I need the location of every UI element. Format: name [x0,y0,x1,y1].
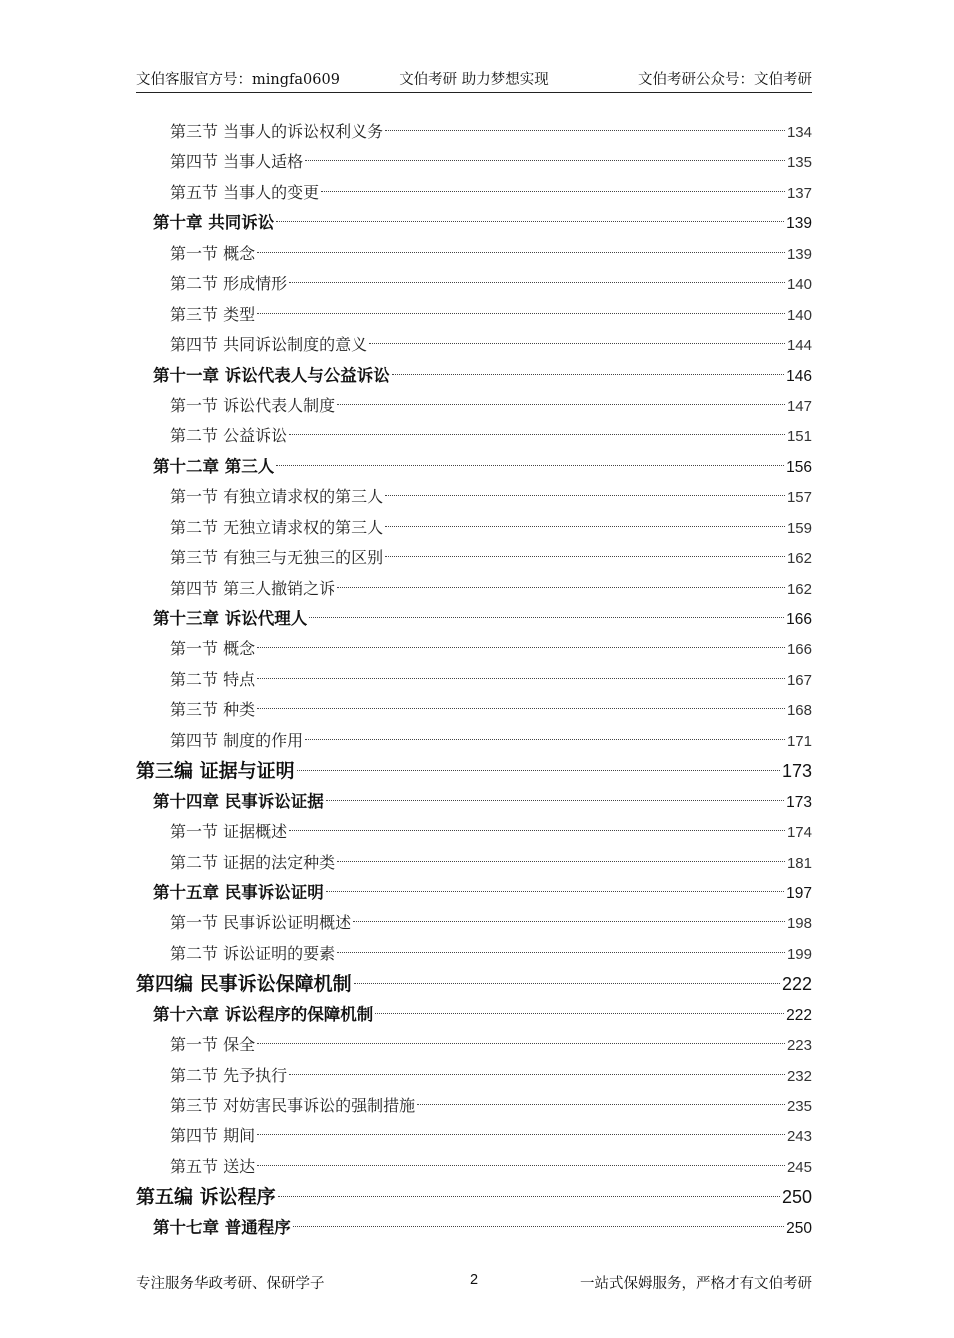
toc-entry-title: 第四节 制度的作用 [170,730,304,750]
toc-entry-title: 第五编 诉讼程序 [136,1186,276,1209]
toc-dot-leader [257,647,785,648]
toc-entry-title: 第四节 期间 [170,1126,256,1146]
toc-dot-leader [257,708,785,709]
toc-entry-section[interactable] [136,330,812,360]
toc-dot-leader [297,770,780,771]
toc-entry-section[interactable] [136,300,812,330]
toc-dot-leader [337,587,785,588]
toc-entry-page: 146 [786,367,812,385]
toc-entry-section[interactable] [136,482,812,512]
toc-entry-page: 197 [786,884,812,902]
toc-entry-title: 第二节 证据的法定种类 [170,852,336,872]
toc-entry-section[interactable] [136,513,812,543]
toc-entry-title: 第二节 诉讼证明的要素 [170,943,336,963]
toc-entry-page: 139 [786,245,812,263]
toc-entry-page: 223 [786,1037,812,1055]
toc-entry-title: 第一节 民事诉讼证明概述 [170,913,352,933]
toc-entry-part[interactable] [136,1182,812,1212]
footer-tagline: 专注服务华政考研、保研学子 [136,1276,325,1292]
toc-dot-leader [257,1134,785,1135]
toc-entry-section[interactable] [136,239,812,269]
toc-dot-leader [392,374,784,375]
toc-entry-section[interactable] [136,908,812,938]
toc-dot-leader [276,221,784,222]
toc-entry-page: 198 [786,915,812,933]
toc-dot-leader [276,465,784,466]
toc-dot-leader [369,343,785,344]
page-header [136,66,812,93]
toc-entry-title: 第十一章 诉讼代表人与公益诉讼 [153,365,390,385]
toc-entry-title: 第二节 公益诉讼 [170,426,288,446]
toc-dot-leader [385,495,785,496]
toc-entry-title: 第四节 共同诉讼制度的意义 [170,335,368,355]
toc-entry-title: 第一节 有独立请求权的第三人 [170,487,384,507]
toc-dot-leader [354,983,780,984]
toc-entry-title: 第十三章 诉讼代理人 [153,609,308,628]
toc-dot-leader [326,800,784,801]
toc-entry-page: 162 [786,580,812,598]
toc-entry-chapter[interactable] [136,787,812,817]
toc-dot-leader [257,252,785,253]
toc-dot-leader [375,1013,784,1014]
toc-dot-leader [257,1165,785,1166]
toc-dot-leader [353,921,785,922]
toc-entry-title: 第三节 类型 [170,304,256,324]
toc-entry-title: 第一节 概念 [170,243,256,263]
toc-dot-leader [305,739,785,740]
toc-dot-leader [385,556,785,557]
toc-dot-leader [289,434,785,435]
toc-entry-section[interactable] [136,817,812,847]
toc-entry-title: 第十章 共同诉讼 [153,213,275,233]
toc-dot-leader [257,313,785,314]
toc-entry-section[interactable] [136,147,812,177]
toc-entry-page: 162 [786,550,812,568]
toc-entry-page: 250 [781,1187,812,1208]
toc-entry-title: 第十四章 民事诉讼证据 [153,791,324,811]
toc-entry-page: 157 [786,489,812,507]
toc-entry-page: 139 [786,215,812,233]
toc-entry-title: 第十五章 民事诉讼证明 [153,882,324,902]
toc-entry-title: 第三编 证据与证明 [136,760,295,783]
footer-page-number: 2 [469,1272,479,1288]
toc-entry-title: 第五节 送达 [170,1156,256,1176]
toc-entry-title: 第一节 概念 [170,639,256,659]
toc-entry-title: 第二节 无独立请求权的第三人 [170,517,384,537]
toc-entry-title: 第五节 当事人的变更 [170,182,320,202]
toc-entry-section[interactable] [136,939,812,969]
toc-entry-page: 167 [786,671,812,689]
toc-entry-page: 235 [786,1098,812,1115]
header-official-account: 文伯考研公众号：文伯考研 [638,72,812,88]
table-of-contents [136,117,812,1243]
toc-entry-page: 222 [781,974,812,995]
toc-entry-page: 159 [786,519,812,537]
toc-entry-section[interactable] [136,178,812,208]
toc-entry-page: 137 [786,184,812,202]
toc-entry-page: 151 [786,428,812,446]
toc-entry-title: 第二节 形成情形 [170,274,288,294]
toc-entry-page: 140 [786,306,812,324]
toc-entry-title: 第三节 有独三与无独三的区别 [170,548,384,568]
toc-entry-section[interactable] [136,726,812,756]
page-footer [136,1272,812,1294]
toc-entry-page: 232 [786,1067,812,1085]
toc-entry-chapter[interactable] [136,452,812,482]
toc-entry-page: 173 [786,793,812,811]
toc-dot-leader [417,1104,785,1105]
toc-entry-section[interactable] [136,1091,812,1121]
toc-entry-title: 第三节 种类 [170,700,256,720]
toc-entry-title: 第二节 特点 [170,669,256,689]
toc-dot-leader [385,130,785,131]
toc-entry-title: 第十七章 普通程序 [153,1217,291,1237]
toc-entry-title: 第四节 第三人撤销之诉 [170,578,336,598]
toc-entry-page: 199 [786,945,812,963]
toc-dot-leader [289,1074,785,1075]
toc-entry-section[interactable] [136,391,812,421]
toc-entry-chapter[interactable] [136,1213,812,1243]
toc-entry-section[interactable] [136,1061,812,1091]
toc-entry-page: 140 [786,276,812,294]
toc-entry-page: 166 [786,641,812,659]
toc-dot-leader [289,830,785,831]
toc-dot-leader [305,160,785,161]
toc-dot-leader [289,282,785,283]
toc-entry-page: 144 [786,337,812,355]
toc-entry-part[interactable] [136,969,812,999]
toc-entry-title: 第二节 先予执行 [170,1065,288,1085]
toc-entry-page: 135 [786,154,812,172]
toc-entry-page: 134 [786,124,812,141]
toc-entry-title: 第十二章 第三人 [153,456,275,476]
toc-entry-section[interactable] [136,574,812,604]
toc-entry-page: 174 [786,824,812,842]
toc-dot-leader [385,526,785,527]
footer-service-slogan: 一站式保姆服务，严格才有文伯考研 [580,1276,812,1292]
toc-dot-leader [326,891,784,892]
toc-entry-page: 243 [786,1128,812,1146]
toc-dot-leader [337,952,785,953]
toc-dot-leader [309,617,784,618]
toc-entry-part[interactable] [136,756,812,786]
toc-entry-chapter[interactable] [136,208,812,238]
toc-entry-section[interactable] [136,269,812,299]
toc-entry-page: 166 [786,611,812,628]
toc-dot-leader [257,678,785,679]
toc-entry-title: 第一节 诉讼代表人制度 [170,395,336,415]
toc-dot-leader [278,1196,780,1197]
toc-entry-chapter[interactable] [136,1000,812,1030]
header-customer-service: 文伯客服官方号：mingfa0609 [136,72,340,88]
toc-entry-page: 171 [786,732,812,750]
toc-entry-page: 168 [786,702,812,720]
toc-entry-section[interactable] [136,634,812,664]
toc-entry-chapter[interactable] [136,878,812,908]
toc-entry-section[interactable] [136,1030,812,1060]
toc-entry-title: 第三节 对妨害民事诉讼的强制措施 [170,1096,416,1115]
toc-entry-section[interactable] [136,848,812,878]
toc-entry-page: 222 [786,1006,812,1024]
toc-entry-section[interactable] [136,117,812,147]
toc-entry-page: 147 [786,397,812,415]
toc-entry-title: 第一节 证据概述 [170,822,288,842]
toc-entry-page: 156 [786,458,812,476]
toc-entry-title: 第一节 保全 [170,1035,256,1055]
toc-dot-leader [257,1043,785,1044]
toc-entry-title: 第三节 当事人的诉讼权利义务 [170,122,384,141]
toc-entry-page: 173 [781,761,812,782]
toc-entry-page: 181 [786,854,812,872]
toc-entry-chapter[interactable] [136,361,812,391]
toc-entry-section[interactable] [136,1121,812,1151]
toc-dot-leader [293,1226,784,1227]
toc-entry-section[interactable] [136,1152,812,1182]
toc-entry-title: 第四编 民事诉讼保障机制 [136,973,352,996]
toc-entry-section[interactable] [136,421,812,451]
toc-entry-section[interactable] [136,543,812,573]
toc-dot-leader [337,861,785,862]
toc-entry-title: 第十六章 诉讼程序的保障机制 [153,1004,374,1024]
toc-entry-section[interactable] [136,665,812,695]
header-slogan: 文伯考研 助力梦想实现 [399,72,549,88]
toc-dot-leader [337,404,785,405]
toc-entry-page: 245 [786,1158,812,1176]
toc-entry-chapter[interactable] [136,604,812,634]
toc-entry-title: 第四节 当事人适格 [170,152,304,172]
toc-entry-section[interactable] [136,695,812,725]
toc-entry-page: 250 [786,1219,812,1237]
toc-dot-leader [321,191,785,192]
